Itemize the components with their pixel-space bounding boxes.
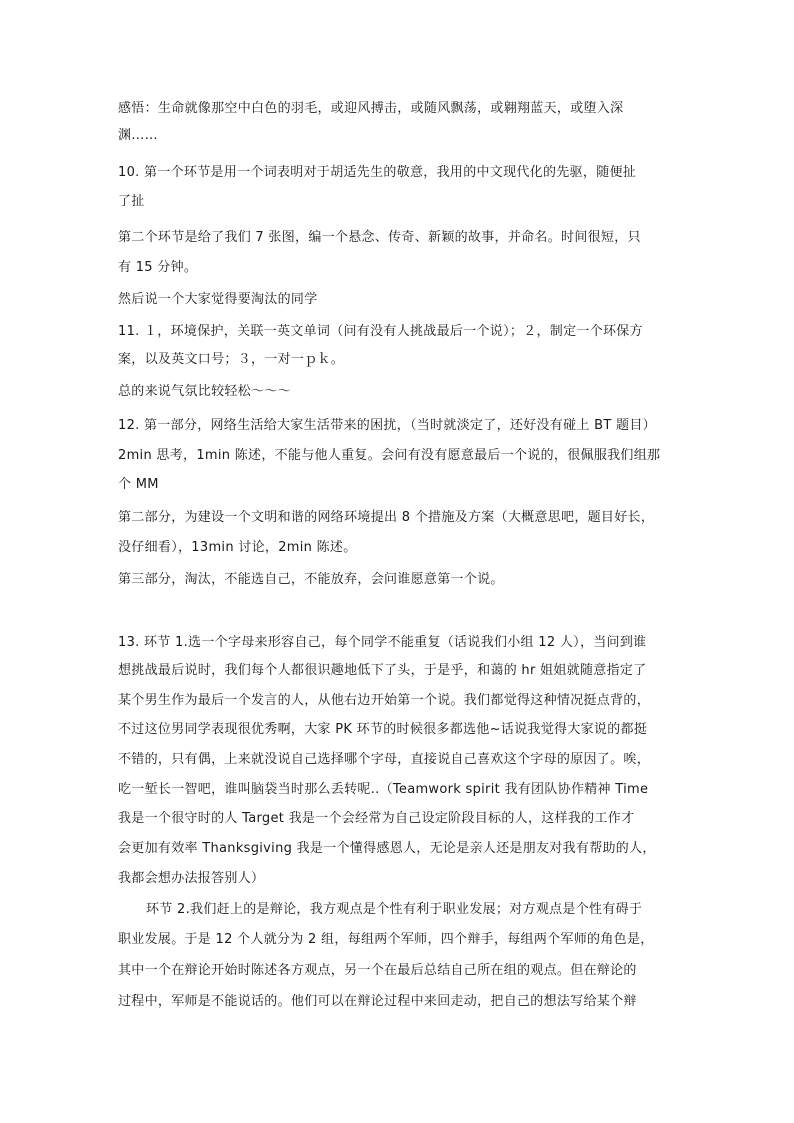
- text-line: 过程中，军师是不能说话的。他们可以在辩论过程中来回走动，把自己的想法写给某个辩: [118, 994, 637, 1009]
- text-line: 总的来说气氛比较轻松～～～: [118, 384, 291, 399]
- text-line: 某个男生作为最后一个发言的人，从他右边开始第一个说。我们都觉得这种情况挺点背的，: [118, 693, 651, 708]
- text-line: 不错的，只有偶，上来就没说自己选择哪个字母，直接说自己喜欢这个字母的原因了。唉，: [118, 752, 651, 767]
- text-line: 感悟：生命就像那空中白色的羽毛，或迎风搏击，或随风飘荡，或翱翔蓝天，或堕入深: [118, 101, 624, 116]
- text-line: 第二个环节是给了我们 7 张图，编一个悬念、传奇、新颖的故事，并命名。时间很短，只: [118, 230, 641, 245]
- text-line: 然后说一个大家觉得要淘汰的同学: [118, 292, 318, 307]
- text-line: 案，以及英文口号；３，一对一ｐｋ。: [118, 352, 345, 367]
- text-line: 11. １，环境保护，关联一英文单词（问有没有人挑战最后一个说）；２，制定一个环保方: [118, 324, 643, 339]
- text-line: 12. 第一部分，网络生活给大家生活带来的困扰，（当时就淡定了，还好没有碰上 BT 题目）: [118, 418, 656, 433]
- text-line: 第三部分，淘汰，不能选自己，不能放弃，会问谁愿意第一个说。: [118, 572, 504, 587]
- text-line: 职业发展。于是 12 个人就分为 2 组，每组两个军师，四个辩手，每组两个军师的角色是，: [118, 932, 654, 947]
- text-line: 会更加有效率 Thanksgiving 我是一个懂得感恩人，无论是亲人还是朋友对我有帮助的人，: [118, 841, 656, 856]
- text-line-indented: 环节 2.我们赶上的是辩论，我方观点是个性有利于职业发展；对方观点是个性有碍于: [146, 902, 643, 917]
- text-line: 2min 思考，1min 陈述，不能与他人重复。会问有没有愿意最后一个说的，很佩服我们组那: [118, 448, 661, 463]
- text-line: 我是一个很守时的人 Target 我是一个会经常为自己设定阶段目标的人，这样我的工作才: [118, 811, 635, 826]
- text-line: 第二部分，为建设一个文明和谐的网络环境提出 8 个措施及方案（大概意思吧，题目好长，: [118, 510, 655, 525]
- text-line: 没仔细看），13min 讨论，2min 陈述。: [118, 540, 357, 555]
- text-line: 10. 第一个环节是用一个词表明对于胡适先生的敬意，我用的中文现代化的先驱，随便扯: [118, 165, 637, 180]
- text-line: 其中一个在辩论开始时陈述各方观点，另一个在最后总结自己所在组的观点。但在辩论的: [118, 963, 637, 978]
- text-line: 我都会想办法报答别人）: [118, 871, 265, 886]
- text-line: 有 15 分钟。: [118, 260, 198, 275]
- text-line: 想挑战最后说时，我们每个人都很识趣地低下了头，于是乎，和蔼的 hr 姐姐就随意指定了: [118, 663, 647, 678]
- text-line: 渊……: [118, 128, 158, 143]
- text-line: 了扯: [118, 194, 145, 209]
- text-line: 不过这位男同学表现很优秀啊，大家 PK 环节的时候很多都选他~话说我觉得大家说的都挺: [118, 722, 648, 737]
- text-line: 吃一堑长一智吧，谁叫脑袋当时那么丢转呢..（Teamwork spirit 我有团队协作精神 Time: [118, 782, 649, 797]
- text-line: 13. 环节 1.选一个字母来形容自己，每个同学不能重复（话说我们小组 12 人），当问到谁: [118, 635, 647, 650]
- text-line: 个 MM: [118, 477, 159, 492]
